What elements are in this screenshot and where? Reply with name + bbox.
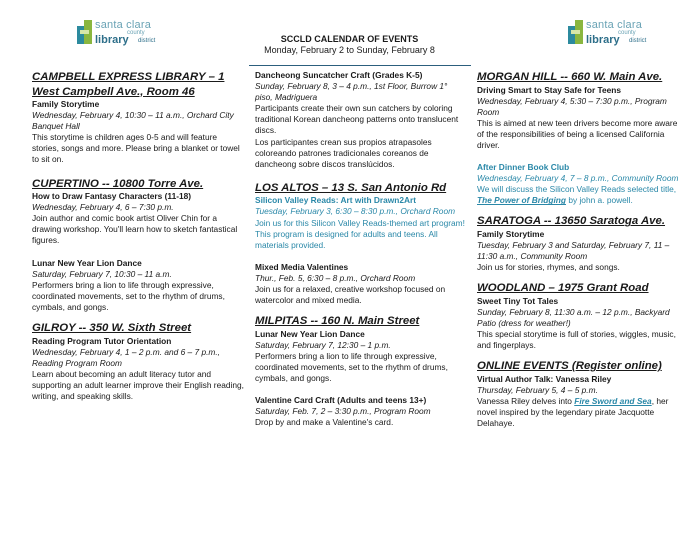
event-when: Wednesday, February 4, 5:30 – 7:30 p.m., Program Room	[477, 95, 667, 117]
event-when: Saturday, Feb. 7, 2 – 3:30 p.m., Program Room	[255, 406, 431, 417]
event-description	[477, 184, 683, 206]
branch-heading-woodland: WOODLAND – 1975 Grant Road	[477, 282, 649, 295]
event-description: Join author and comic book artist Oliver Chin for a drawing workshop. You'll learn how to sketch fantastical figures.	[32, 213, 238, 246]
event-description: This special storytime is full of stories, wiggles, music, and fingerplays.	[477, 329, 676, 351]
event-title: Virtual Author Talk: Vanessa Riley	[477, 373, 612, 384]
page-title: SCCLD CALENDAR OF EVENTS	[280, 34, 419, 44]
date-range: Monday, February 2 to Sunday, February 8	[264, 45, 435, 55]
event-title: Family Storytime	[32, 99, 100, 109]
event-when: Thursday, February 5, 4 – 5 p.m.	[477, 384, 598, 395]
event-description: Performers bring a lion to life through expressive, coordinated movements, set to the rhythm of drums, cymbals, and gongs.	[32, 279, 225, 312]
event-title: After Dinner Book Club	[477, 162, 570, 173]
event-when: Wednesday, February 4, 6 – 7:30 p.m.	[32, 202, 174, 213]
event-when: Sunday, February 8, 3 – 4 p.m., 1st Floor, Burrow 1° piso, Madriguera	[255, 81, 448, 103]
event-description: This is aimed at new teen drivers become more aware of the responsibilities of being a licensed California driver.	[477, 117, 678, 150]
branch-heading-morgan-hill: MORGAN HILL -- 660 W. Main Ave.	[477, 71, 663, 83]
event-description-text: by john a. powell.	[566, 195, 633, 206]
column-left	[32, 70, 244, 402]
event-when: Tuesday, February 3, 6:30 – 8:30 p.m., Orchard Room	[255, 206, 456, 217]
book-title-link[interactable]: The Power of Bridging	[477, 195, 566, 206]
book-title-link[interactable]: Fire Sword and Sea	[574, 395, 652, 406]
event-description: Drop by and make a Valentine's card.	[255, 417, 394, 428]
event-when: Sunday, February 8, 11:30 a.m. – 12 p.m., Backyard Patio (dress for weather!)	[477, 306, 670, 328]
event-title: Lunar New Year Lion Dance	[32, 257, 142, 268]
branch-heading-saratoga: SARATOGA -- 13650 Saratoga Ave.	[477, 215, 666, 228]
branch-heading-online: ONLINE EVENTS (Register online)	[477, 360, 662, 373]
event-description: Participants create their own sun catchers by coloring traditional Korean dancheong patterns onto translucent discs.	[255, 103, 459, 136]
event-when: Saturday, February 7, 12:30 – 1 p.m.	[255, 339, 391, 350]
event-when: Thur., Feb. 5, 6:30 – 8 p.m., Orchard Room	[255, 272, 416, 283]
event-title: Driving Smart to Stay Safe for Teens	[477, 84, 622, 95]
column-right	[477, 70, 683, 429]
header-divider	[249, 65, 471, 66]
event-description: Performers bring a lion to life through expressive, coordinated movements, set to the rhythm of drums, cymbals, and gongs.	[255, 350, 448, 384]
event-description-text: Vanessa Riley delves into	[477, 395, 575, 406]
event-description	[477, 396, 683, 429]
event-when: Wednesday, February 4, 10:30 – 11 a.m., Orchard City Banquet Hall	[32, 110, 234, 132]
event-title: Mixed Media Valentines	[255, 261, 349, 272]
event-description: Join us for this Silicon Valley Reads-themed art program! This program is designed for adults and teens. All materials provided.	[255, 217, 465, 250]
event-description-text: We will discuss the Silicon Valley Reads selected title,	[477, 184, 677, 195]
branch-heading-cupertino: CUPERTINO -- 10800 Torre Ave.	[32, 177, 204, 190]
event-description-text: , her novel inspired by the legendary pirate Jacquotte Delahaye.	[477, 395, 669, 429]
logo-text-district: district	[629, 38, 647, 44]
branch-heading-milpitas: MILPITAS -- 160 N. Main Street	[255, 315, 420, 328]
branch-heading-gilroy: GILROY -- 350 W. Sixth Street	[32, 322, 192, 334]
event-title: How to Draw Fantasy Characters (11-18)	[32, 191, 192, 202]
logo-text-library: library	[586, 34, 620, 46]
branch-heading-los-altos: LOS ALTOS – 13 S. San Antonio Rd	[255, 181, 447, 194]
logo-text-library: library	[95, 34, 129, 46]
logo-text-district: district	[138, 38, 156, 44]
event-when: Wednesday, February 4, 1 – 2 p.m. and 6 – 7 p.m., Reading Program Room	[32, 346, 220, 368]
event-title: Lunar New Year Lion Dance	[255, 328, 365, 339]
event-when: Tuesday, February 3 and Saturday, February 7, 11 – 11:30 a.m., Community Room	[477, 240, 670, 262]
event-title: Reading Program Tutor Orientation	[32, 335, 172, 346]
event-description: Learn about becoming an adult literacy tutor and supporting an adult learner improve their English reading, writing, and speaking skills.	[32, 368, 244, 401]
event-description-spanish: Los participantes crean sus propios atrapasoles coloreando patrones tradicionales coreanos de dancheong sobre discos translúcidos.	[255, 136, 432, 169]
event-description: This storytime is children ages 0-5 and will feature stories, songs and more. Please bring a blanket or towel to sit on.	[32, 132, 240, 165]
logo-text-county: county	[618, 30, 636, 36]
logo-text-county: county	[127, 30, 145, 36]
event-description: Join us for a relaxed, creative workshop focused on watercolor and mixed media.	[255, 284, 446, 306]
column-middle	[255, 70, 465, 428]
event-when: Wednesday, February 4, 7 – 8 p.m., Community Room	[477, 173, 679, 184]
branch-heading-campbell: CAMPBELL EXPRESS LIBRARY – 1 West Campbell Ave., Room 46	[32, 71, 225, 98]
logo-text-santa-clara: santa clara	[95, 19, 152, 31]
event-when: Saturday, February 7, 10:30 – 11 a.m.	[32, 268, 172, 279]
event-title: Sweet Tiny Tot Tales	[477, 295, 559, 306]
logo-text-santa-clara: santa clara	[586, 19, 643, 31]
event-title: Valentine Card Craft (Adults and teens 13+)	[255, 395, 427, 406]
event-title: Dancheong Suncatcher Craft (Grades K-5)	[255, 70, 423, 80]
event-title: Silicon Valley Reads: Art with Drawn2Art	[255, 195, 417, 206]
event-description: Join us for stories, rhymes, and songs.	[477, 262, 620, 273]
event-title: Family Storytime	[477, 228, 545, 239]
